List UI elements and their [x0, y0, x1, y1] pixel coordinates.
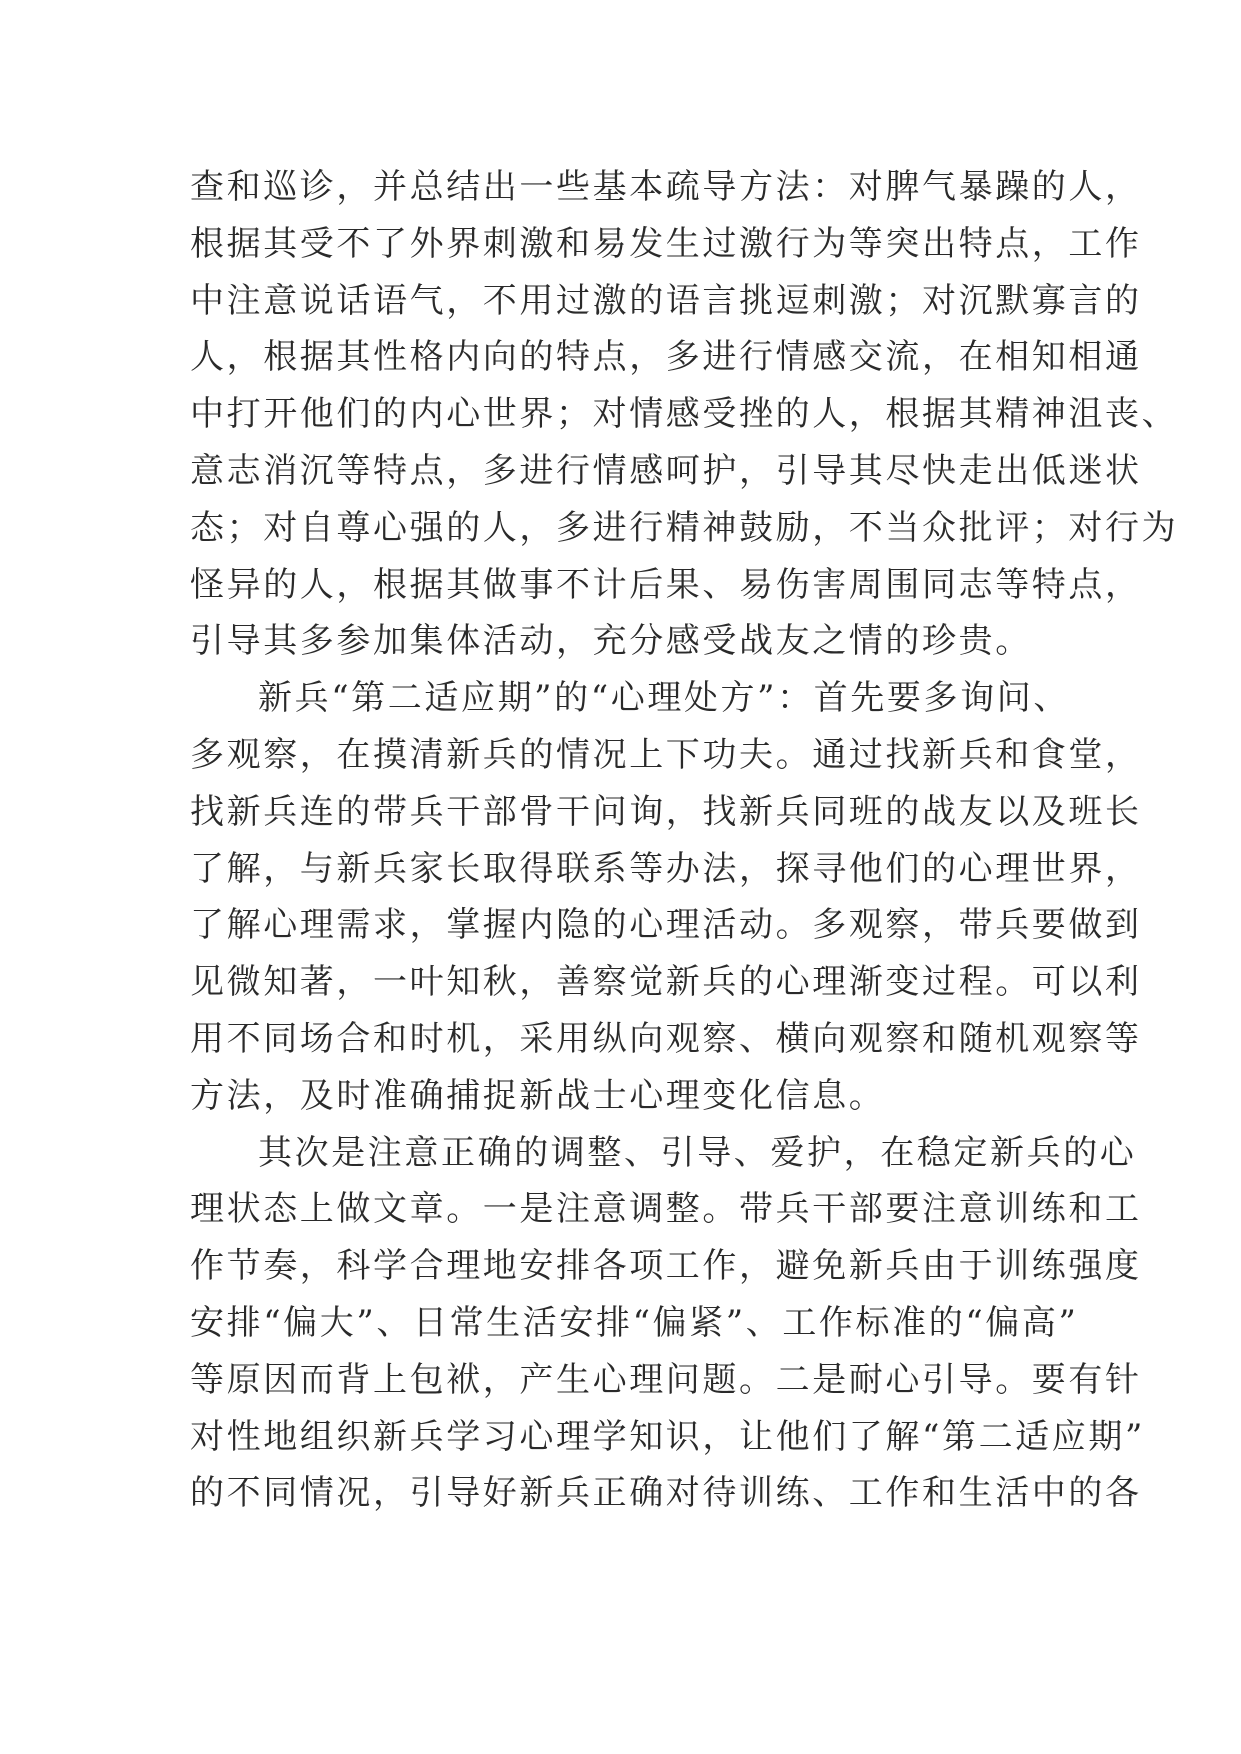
text-line: 安排“偏大”、日常生活安排“偏紧”、工作标准的“偏高” [190, 1302, 1079, 1343]
text-line: 查和巡诊，并总结出一些基本疏导方法：对脾气暴躁的人， [190, 167, 1142, 207]
text-line: 找新兵连的带兵干部骨干问询，找新兵同班的战友以及班长 [190, 791, 1142, 832]
text-line: 人，根据其性格内向的特点，多进行情感交流，在相知相通 [190, 337, 1142, 378]
text-line: 对性地组织新兵学习心理学知识，让他们了解“第二适应期” [190, 1416, 1145, 1457]
text-line: 怪异的人，根据其做事不计后果、易伤害周围同志等特点， [190, 564, 1142, 605]
text-line: 作节奏，科学合理地安排各项工作，避免新兵由于训练强度 [190, 1246, 1142, 1287]
text-line: 方法，及时准确捕捉新战士心理变化信息。 [190, 1075, 886, 1116]
text-line: 等原因而背上包袱，产生心理问题。二是耐心引导。要有针 [190, 1359, 1142, 1400]
text-line: 中打开他们的内心世界；对情感受挫的人，根据其精神沮丧、 [190, 394, 1179, 435]
text-line: 的不同情况，引导好新兵正确对待训练、工作和生活中的各 [190, 1473, 1142, 1514]
text-line: 了解心理需求，掌握内隐的心理活动。多观察，带兵要做到 [190, 905, 1142, 946]
text-line: 引导其多参加集体活动，充分感受战友之情的珍贵。 [190, 621, 1032, 662]
text-line: 中注意说话语气，不用过激的语言挑逗刺激；对沉默寡言的 [190, 280, 1142, 321]
body-text [190, 159, 1179, 1522]
text-line: 见微知著，一叶知秋，善察觉新兵的心理渐变过程。可以利 [190, 962, 1142, 1003]
text-line: 态；对自尊心强的人，多进行精神鼓励，不当众批评；对行为 [190, 507, 1179, 548]
text-line: 意志消沉等特点，多进行情感呵护，引导其尽快走出低迷状 [190, 450, 1142, 491]
paragraph-first-line: 其次是注意正确的调整、引导、爱护，在稳定新兵的心 [258, 1132, 1137, 1173]
text-line: 多观察，在摸清新兵的情况上下功夫。通过找新兵和食堂， [190, 734, 1142, 775]
text-line: 了解，与新兵家长取得联系等办法，探寻他们的心理世界， [190, 848, 1142, 889]
text-line: 用不同场合和时机，采用纵向观察、横向观察和随机观察等 [190, 1018, 1142, 1059]
paragraph-first-line: 新兵“第二适应期”的“心理处方”：首先要多询问、 [258, 678, 1070, 719]
text-line: 理状态上做文章。一是注意调整。带兵干部要注意训练和工 [190, 1189, 1142, 1230]
text-line: 根据其受不了外界刺激和易发生过激行为等突出特点，工作 [190, 223, 1142, 264]
